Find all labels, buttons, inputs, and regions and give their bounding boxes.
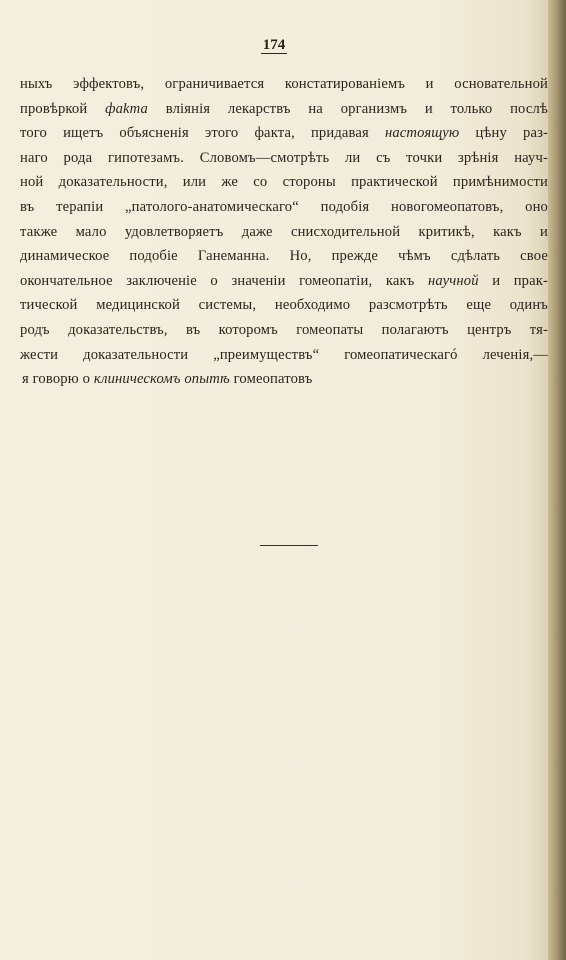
text-line-last: я говорю о клиническомъ опытѣ гомеопатовъ <box>22 371 313 388</box>
text-line: жести доказательности „преимуществъ“ гомеопатическагó леченія,— <box>20 346 548 363</box>
text-line: тической медицинской системы, необходимо разсмотрѣть еще одинъ <box>20 297 548 314</box>
emphasis-text: настоящую <box>384 125 460 142</box>
text-line: провѣркой фаkта вліянія лекарствъ на организмъ и только послѣ <box>20 100 548 117</box>
text-line: окончательное заключеніе о значеніи гомеопатіи, какъ научной и прак- <box>20 272 549 289</box>
body-text <box>20 72 548 392</box>
text-line: того ищетъ объясненія этого факта, придавая настоящую цѣну раз- <box>20 125 548 142</box>
emphasis-text: клиническомъ опытѣ <box>93 371 230 388</box>
page-number: 174 <box>262 37 286 53</box>
text-line: также мало удовлетворяетъ даже снисходительной критикѣ, какъ и <box>20 223 548 240</box>
text-line: ной доказательности, или же со стороны практической примѣнимости <box>20 174 548 191</box>
section-end-rule <box>260 545 318 546</box>
text-line: ныхъ эффектовъ, ограничивается констатированіемъ и основательной <box>20 76 548 92</box>
text-line: динамическое подобіе Ганеманна. Но, прежде чѣмъ сдѣлать свое <box>20 248 548 265</box>
text-line: наго рода гипотезамъ. Словомъ—смотрѣть ли съ точки зрѣнія науч- <box>20 149 548 166</box>
book-binding-edge <box>548 0 566 960</box>
emphasis-text: фаkта <box>105 100 148 117</box>
text-line: въ терапіи „патолого-анатомическаго“ подобія новогомеопатовъ, оно <box>20 198 548 215</box>
emphasis-text: научной <box>427 272 479 289</box>
text-line: родъ доказательствъ, въ которомъ гомеопаты полагаютъ центръ тя- <box>20 321 548 338</box>
